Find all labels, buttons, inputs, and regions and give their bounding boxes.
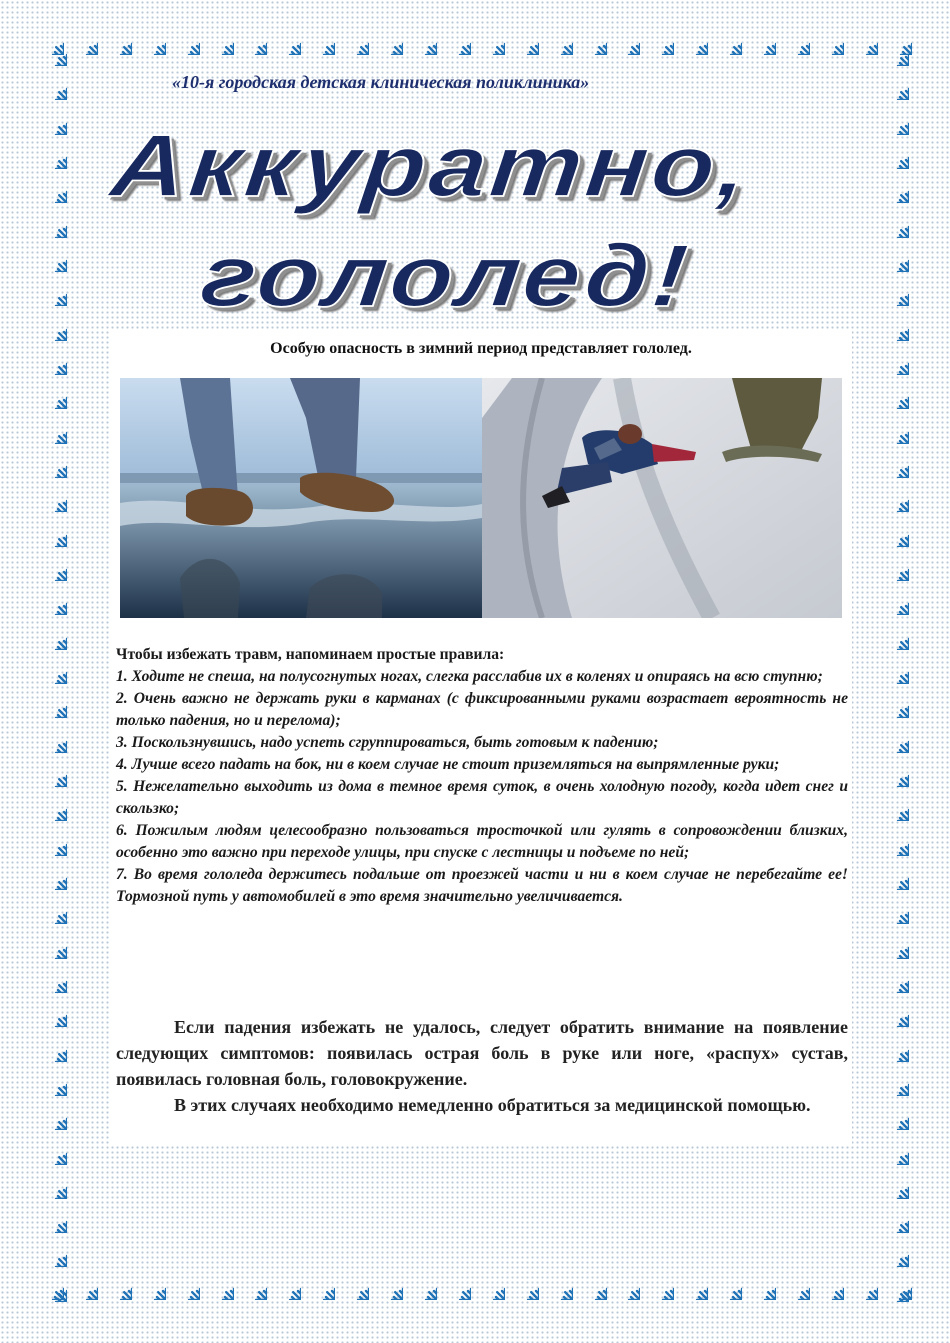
- snowflake-icon: [682, 29, 708, 55]
- snowflake-icon: [883, 1276, 909, 1302]
- snowflake-icon: [140, 29, 166, 55]
- snowflake-icon: [41, 109, 67, 135]
- snowflake-icon: [883, 1139, 909, 1165]
- snowflake-icon: [716, 29, 742, 55]
- snowflake-border-bottom: [38, 1271, 912, 1303]
- snowflake-icon: [883, 246, 909, 272]
- snowflake-icon: [883, 143, 909, 169]
- rule-item: 4. Лучше всего падать на бок, ни в коем случае не стоит приземляться на выпрямленные руки;: [116, 756, 780, 773]
- snowflake-icon: [852, 1274, 878, 1300]
- snowflake-border-top: [38, 26, 912, 58]
- title-line-1: Аккуратно,: [106, 116, 756, 216]
- snowflake-icon: [41, 280, 67, 306]
- snowflake-icon: [208, 1274, 234, 1300]
- snowflake-icon: [41, 1104, 67, 1130]
- snowflake-icon: [614, 29, 640, 55]
- snowflake-icon: [343, 29, 369, 55]
- rule-item: 2. Очень важно не держать руки в карманах (с фиксированными руками возрастает вероятность не только падения, но и перелома);: [116, 690, 848, 729]
- snowflake-icon: [614, 1274, 640, 1300]
- snowflake-icon: [241, 1274, 267, 1300]
- content-panel: [110, 330, 852, 1145]
- snowflake-icon: [716, 1274, 742, 1300]
- snowflake-icon: [883, 864, 909, 890]
- snowflake-icon: [377, 29, 403, 55]
- snowflake-icon: [883, 933, 909, 959]
- snowflake-icon: [682, 1274, 708, 1300]
- snowflake-icon: [883, 555, 909, 581]
- snowflake-icon: [750, 1274, 776, 1300]
- snowflake-icon: [41, 212, 67, 238]
- safety-rules: [116, 644, 848, 908]
- snowflake-icon: [41, 658, 67, 684]
- snowflake-icon: [479, 29, 505, 55]
- snowflake-icon: [883, 280, 909, 306]
- snowflake-icon: [41, 1139, 67, 1165]
- warning-symptoms: Если падения избежать не удалось, следует обратить внимание на появление следующих симптомов: появилась острая боль в руке или ноге, «распух» сустав, появилась головная боль, головокружение.: [116, 1017, 848, 1089]
- clinic-name: «10-я городская детская клиническая поликлиника»: [172, 72, 590, 92]
- snowflake-icon: [41, 486, 67, 512]
- snowflake-icon: [883, 967, 909, 993]
- snowflake-icon: [41, 830, 67, 856]
- snowflake-icon: [174, 29, 200, 55]
- snowflake-border-left: [38, 40, 70, 1302]
- snowflake-icon: [208, 29, 234, 55]
- snowflake-icon: [41, 624, 67, 650]
- snowflake-icon: [883, 1036, 909, 1062]
- snowflake-icon: [883, 315, 909, 341]
- snowflake-icon: [648, 29, 674, 55]
- snowflake-icon: [883, 624, 909, 650]
- snowflake-icon: [883, 40, 909, 66]
- snowflake-icon: [883, 830, 909, 856]
- snowflake-icon: [883, 212, 909, 238]
- snowflake-icon: [784, 29, 810, 55]
- snowflake-icon: [41, 177, 67, 203]
- snowflake-icon: [41, 143, 67, 169]
- snowflake-icon: [411, 1274, 437, 1300]
- snowflake-icon: [41, 40, 67, 66]
- snowflake-icon: [275, 1274, 301, 1300]
- snowflake-icon: [41, 315, 67, 341]
- subtitle: Особую опасность в зимний период представляет гололед.: [270, 340, 692, 357]
- snowflake-icon: [41, 1173, 67, 1199]
- snowflake-icon: [72, 1274, 98, 1300]
- snowflake-icon: [883, 349, 909, 375]
- snowflake-icon: [883, 1241, 909, 1267]
- snowflake-icon: [41, 246, 67, 272]
- rule-item: 5. Нежелательно выходить из дома в темное время суток, в очень холодную погоду, когда идет снег и скользко;: [116, 778, 848, 817]
- snowflake-icon: [41, 452, 67, 478]
- snowflake-icon: [883, 1104, 909, 1130]
- snowflake-icon: [883, 795, 909, 821]
- snowflake-icon: [343, 1274, 369, 1300]
- snowflake-icon: [41, 349, 67, 375]
- snowflake-icon: [883, 1207, 909, 1233]
- snowflake-icon: [411, 29, 437, 55]
- snowflake-icon: [41, 692, 67, 718]
- snowflake-icon: [41, 933, 67, 959]
- snowflake-icon: [883, 761, 909, 787]
- snowflake-icon: [883, 486, 909, 512]
- snowflake-icon: [818, 29, 844, 55]
- snowflake-icon: [883, 1173, 909, 1199]
- rule-item: 1. Ходите не спеша, на полусогнутых ногах, слегка расслабив их в коленях и опираясь на всю ступню;: [116, 668, 823, 685]
- snowflake-icon: [883, 1070, 909, 1096]
- snowflake-icon: [41, 555, 67, 581]
- children-fallen-on-ice-photo: [482, 378, 842, 618]
- snowflake-icon: [41, 898, 67, 924]
- snowflake-icon: [883, 658, 909, 684]
- feet-on-ice-photo: [120, 378, 482, 618]
- snowflake-icon: [41, 1036, 67, 1062]
- snowflake-icon: [41, 864, 67, 890]
- poster-content: [102, 60, 852, 1270]
- snowflake-icon: [41, 1276, 67, 1302]
- snowflake-icon: [140, 1274, 166, 1300]
- snowflake-icon: [174, 1274, 200, 1300]
- snowflake-icon: [41, 967, 67, 993]
- snowflake-icon: [818, 1274, 844, 1300]
- snowflake-icon: [750, 29, 776, 55]
- rule-item: 7. Во время гололеда держитесь подальше от проезжей части и ни в коем случае не перебегайте ее! Тормозной путь у автомобилей в это время значительно увеличивается.: [116, 866, 848, 905]
- snowflake-icon: [106, 1274, 132, 1300]
- snowflake-icon: [784, 1274, 810, 1300]
- snowflake-icon: [41, 761, 67, 787]
- snowflake-icon: [883, 177, 909, 203]
- snowflake-icon: [883, 418, 909, 444]
- snowflake-icon: [41, 795, 67, 821]
- snowflake-icon: [445, 29, 471, 55]
- snowflake-icon: [445, 1274, 471, 1300]
- snowflake-icon: [41, 1207, 67, 1233]
- snowflake-icon: [309, 1274, 335, 1300]
- snowflake-icon: [883, 521, 909, 547]
- warning-seek-help: В этих случаях необходимо немедленно обратиться за медицинской помощью.: [174, 1095, 811, 1115]
- snowflake-icon: [41, 74, 67, 100]
- snowflake-icon: [41, 1001, 67, 1027]
- snowflake-icon: [41, 1070, 67, 1096]
- snowflake-icon: [883, 74, 909, 100]
- snowflake-border-right: [880, 40, 912, 1302]
- snowflake-icon: [41, 521, 67, 547]
- snowflake-icon: [72, 29, 98, 55]
- snowflake-icon: [513, 29, 539, 55]
- snowflake-icon: [648, 1274, 674, 1300]
- snowflake-icon: [479, 1274, 505, 1300]
- snowflake-icon: [883, 692, 909, 718]
- snowflake-icon: [106, 29, 132, 55]
- snowflake-icon: [547, 1274, 573, 1300]
- snowflake-icon: [883, 109, 909, 135]
- snowflake-icon: [883, 452, 909, 478]
- snowflake-icon: [241, 29, 267, 55]
- snowflake-icon: [883, 383, 909, 409]
- snowflake-icon: [275, 29, 301, 55]
- snowflake-icon: [41, 727, 67, 753]
- snowflake-icon: [883, 589, 909, 615]
- snowflake-icon: [309, 29, 335, 55]
- snowflake-icon: [883, 1001, 909, 1027]
- snowflake-icon: [513, 1274, 539, 1300]
- snowflake-icon: [581, 1274, 607, 1300]
- snowflake-icon: [377, 1274, 403, 1300]
- snowflake-icon: [547, 29, 573, 55]
- snowflake-icon: [41, 418, 67, 444]
- snowflake-icon: [41, 1241, 67, 1267]
- snowflake-icon: [41, 589, 67, 615]
- rules-intro: Чтобы избежать травм, напоминаем простые правила:: [116, 646, 505, 663]
- snowflake-icon: [41, 383, 67, 409]
- rule-item: 6. Пожилым людям целесообразно пользоваться тросточкой или гулять в сопровождении близких, особенно это важно при переходе улицы, при спуске с лестницы и подъеме по ней;: [116, 822, 848, 861]
- title-line-2: гололед!: [196, 226, 696, 326]
- snowflake-icon: [581, 29, 607, 55]
- rule-item: 3. Поскользнувшись, надо успеть сгруппироваться, быть готовым к падению;: [116, 734, 659, 751]
- snowflake-icon: [883, 898, 909, 924]
- injury-warning: [116, 1014, 848, 1118]
- snowflake-icon: [852, 29, 878, 55]
- snowflake-icon: [883, 727, 909, 753]
